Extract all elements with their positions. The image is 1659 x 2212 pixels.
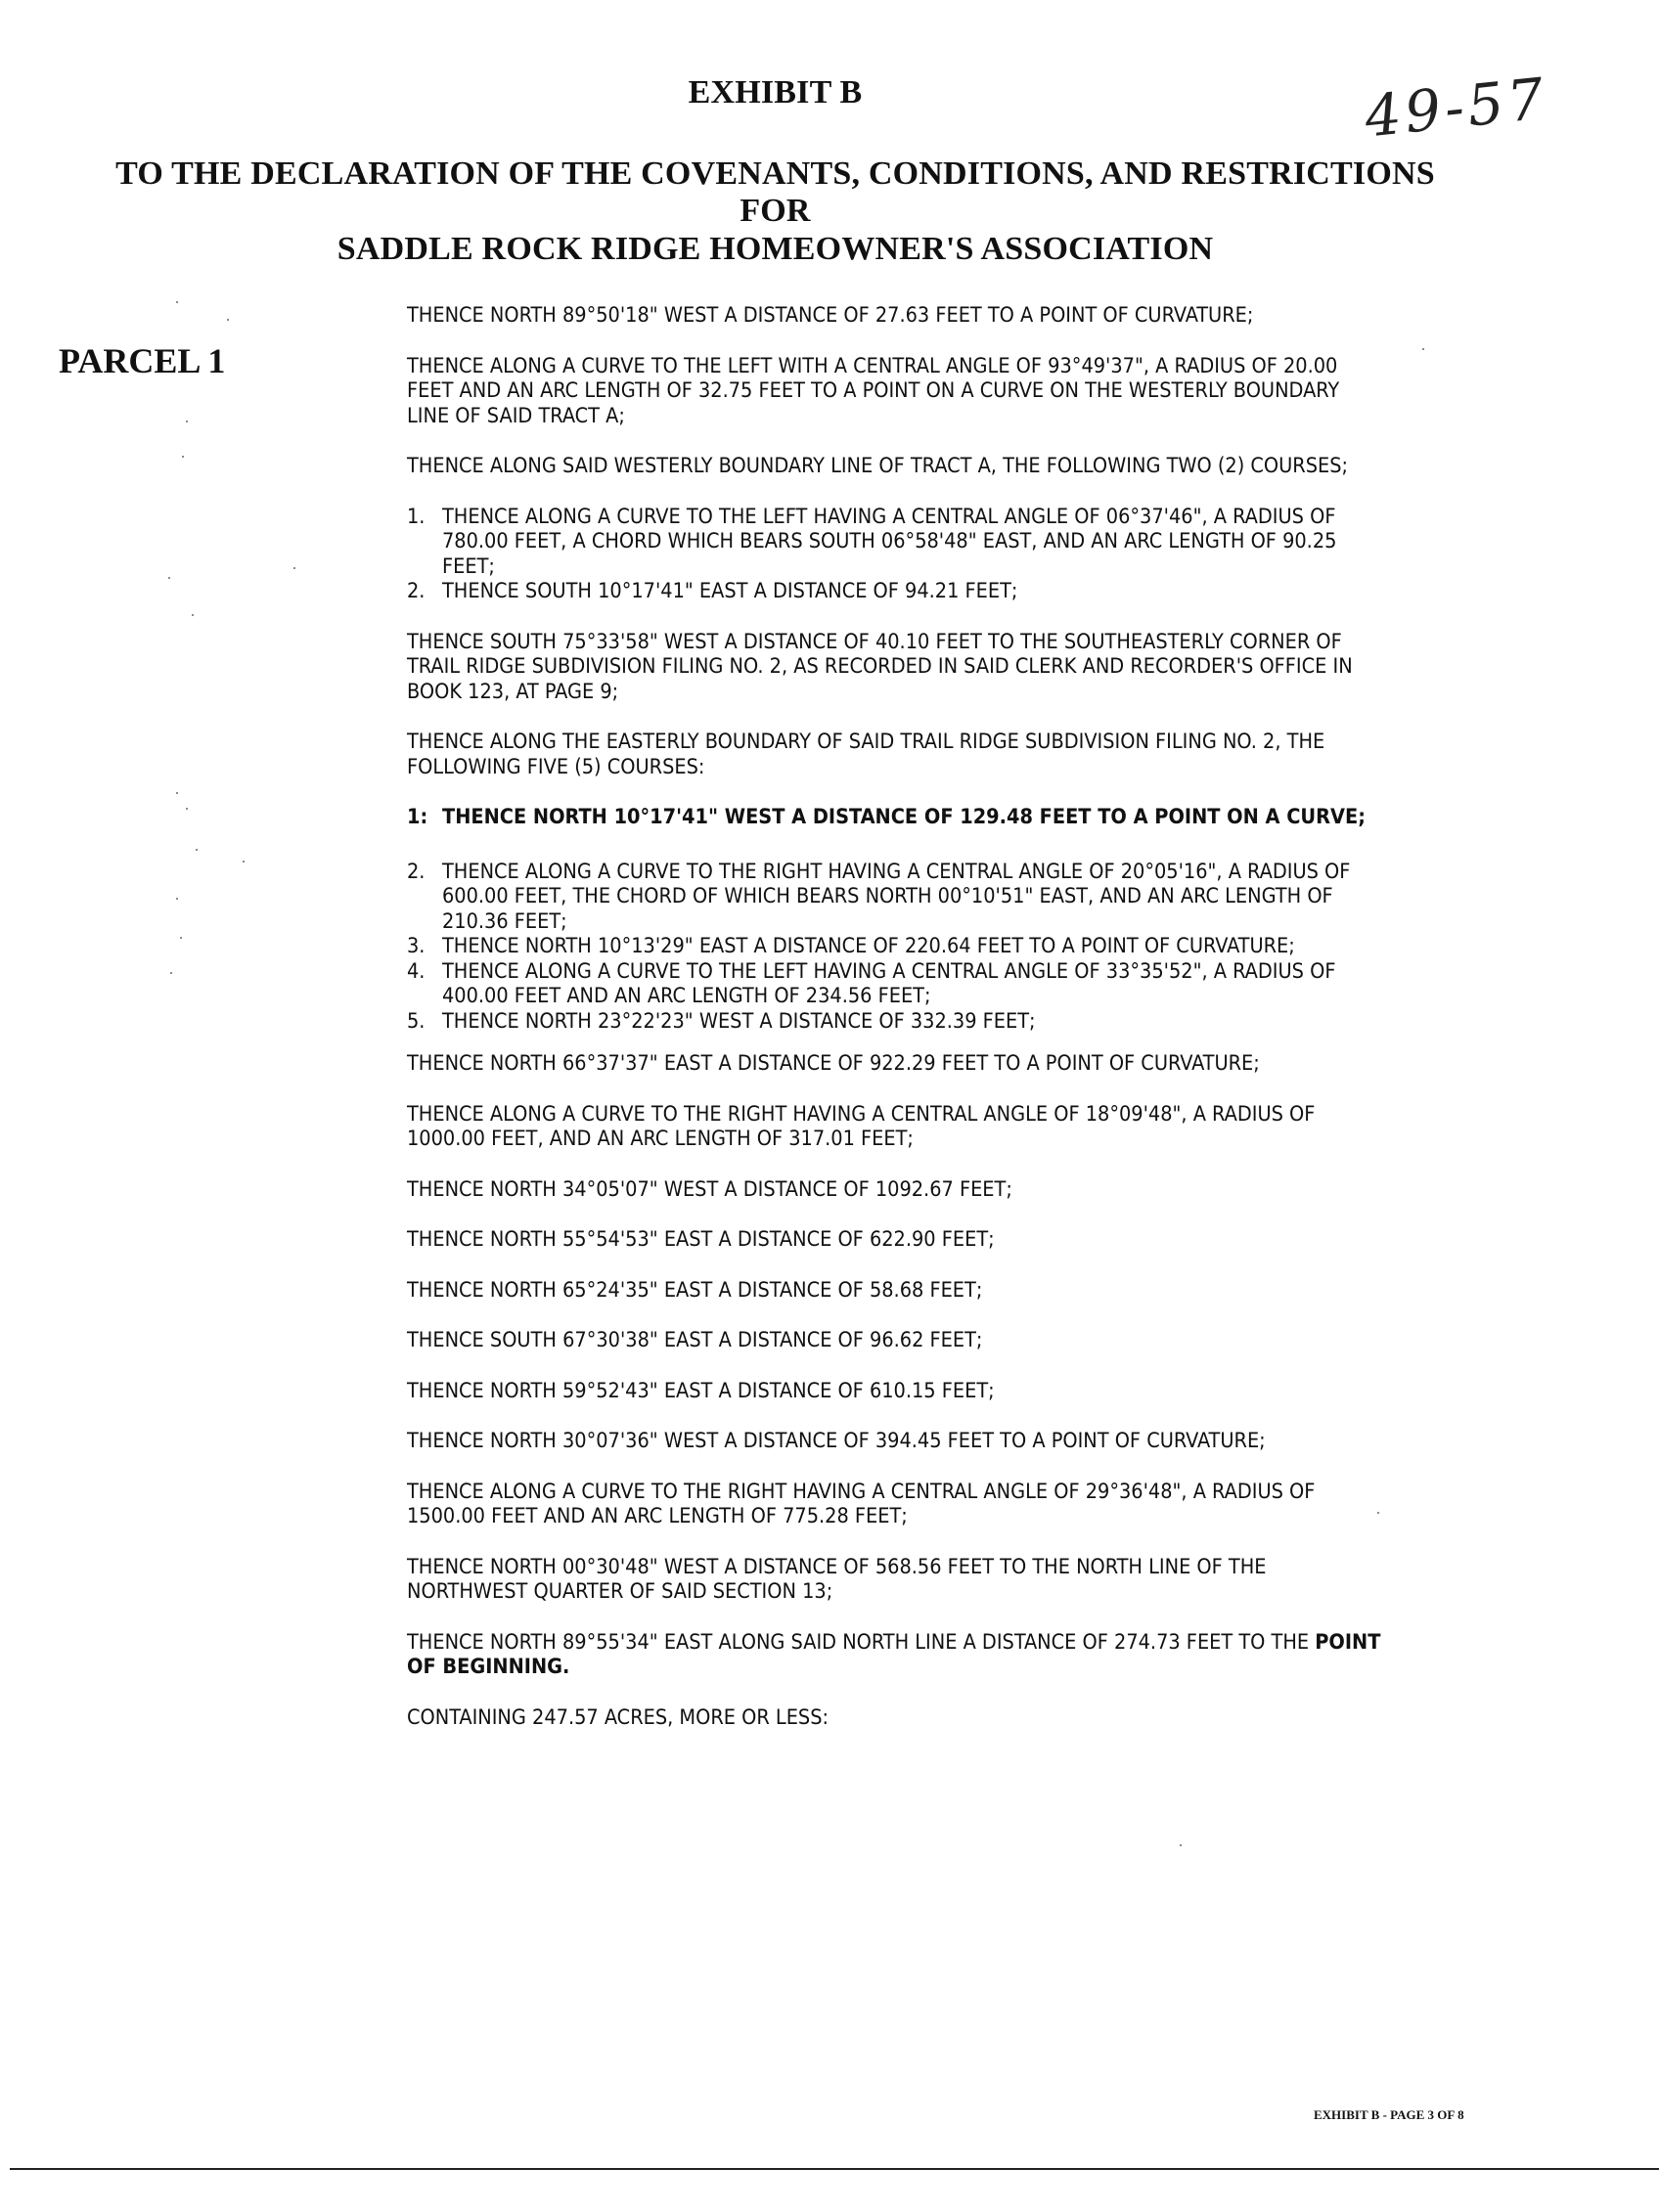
list-number: 4. [407, 958, 426, 984]
list-number: 5. [407, 1008, 426, 1034]
scan-speck [168, 577, 170, 579]
list-item [407, 860, 1385, 935]
list-text: THENCE NORTH 10°17'41" WEST A DISTANCE OF 129.48 FEET TO A POINT ON A CURVE; [442, 805, 1366, 829]
scan-speck [176, 792, 178, 794]
course-paragraph: THENCE NORTH 66°37'37" EAST A DISTANCE OF 922.29 FEET TO A POINT OF CURVATURE; [407, 1051, 1260, 1076]
scan-speck [196, 849, 198, 851]
page-bottom-rule [10, 2168, 1659, 2170]
course-paragraph: THENCE ALONG SAID WESTERLY BOUNDARY LINE OF TRACT A, THE FOLLOWING TWO (2) COURSES; [407, 454, 1349, 478]
course-paragraph: THENCE ALONG THE EASTERLY BOUNDARY OF SAID TRAIL RIDGE SUBDIVISION FILING NO. 2, THE FOLLOWING FIVE (5) COURSES: [407, 730, 1325, 779]
declaration-title-line2: FOR [740, 193, 811, 229]
list-text: THENCE ALONG A CURVE TO THE LEFT HAVING A CENTRAL ANGLE OF 06°37'46", A RADIUS OF 780.00 FEET, A CHORD WHICH BEARS SOUTH 06°58'48" EAST, AND AN ARC LENGTH OF 90.25 FEET; [442, 504, 1337, 579]
list-item [407, 959, 1385, 1009]
scan-speck [180, 937, 182, 939]
course-paragraph: THENCE ALONG A CURVE TO THE RIGHT HAVING A CENTRAL ANGLE OF 29°36'48", A RADIUS OF 1500.00 FEET AND AN ARC LENGTH OF 775.28 FEET; [407, 1479, 1316, 1528]
list-number: 1. [407, 504, 426, 529]
scan-speck [1180, 1844, 1182, 1846]
course-list-trail-ridge [407, 860, 1385, 1035]
list-item [407, 579, 1385, 604]
list-text: THENCE SOUTH 10°17'41" EAST A DISTANCE OF 94.21 FEET; [442, 579, 1018, 603]
page-footer: EXHIBIT B - PAGE 3 OF 8 [1314, 2107, 1464, 2122]
scan-speck [170, 972, 172, 974]
course-paragraph: THENCE SOUTH 67°30'38" EAST A DISTANCE OF 96.62 FEET; [407, 1328, 983, 1352]
scan-speck [176, 898, 178, 900]
course-paragraph: THENCE NORTH 89°50'18" WEST A DISTANCE OF 27.63 FEET TO A POINT OF CURVATURE; [407, 303, 1254, 328]
course-list-tract-a [407, 505, 1385, 604]
list-item [407, 1009, 1385, 1035]
point-of-beginning: POINT OF BEGINNING. [407, 1629, 1381, 1679]
scan-speck [176, 301, 178, 303]
list-text: THENCE NORTH 23°22'23" WEST A DISTANCE OF 332.39 FEET; [442, 1008, 1036, 1034]
scan-speck [243, 861, 245, 863]
list-text: THENCE ALONG A CURVE TO THE LEFT HAVING A CENTRAL ANGLE OF 33°35'52", A RADIUS OF 400.00 FEET AND AN ARC LENGTH OF 234.56 FEET; [442, 958, 1336, 1008]
course-paragraph: THENCE NORTH 34°05'07" WEST A DISTANCE OF 1092.67 FEET; [407, 1176, 1012, 1202]
declaration-title-line3: SADDLE ROCK RIDGE HOMEOWNER'S ASSOCIATION [336, 231, 1214, 267]
scan-speck [186, 808, 188, 810]
course-paragraph: THENCE ALONG A CURVE TO THE RIGHT HAVING A CENTRAL ANGLE OF 18°09'48", A RADIUS OF 1000.00 FEET, AND AN ARC LENGTH OF 317.01 FEET; [407, 1101, 1316, 1151]
parcel-label: PARCEL 1 [59, 341, 226, 380]
scan-speck [182, 456, 184, 458]
legal-description [407, 303, 1385, 1755]
course-paragraph: THENCE NORTH 00°30'48" WEST A DISTANCE OF 568.56 FEET TO THE NORTH LINE OF THE NORTHWEST QUARTER OF SAID SECTION 13; [407, 1554, 1267, 1604]
scan-speck [192, 614, 194, 616]
list-number: 1: [407, 805, 428, 829]
list-item [407, 505, 1385, 580]
declaration-title-line1: TO THE DECLARATION OF THE COVENANTS, CONDITIONS, AND RESTRICTIONS [115, 155, 1435, 192]
course-paragraph: THENCE ALONG A CURVE TO THE LEFT WITH A CENTRAL ANGLE OF 93°49'37", A RADIUS OF 20.00 FEET AND AN ARC LENGTH OF 32.75 FEET TO A POINT ON A CURVE ON THE WESTERLY BOUNDARY LINE OF SAID TRACT A; [407, 353, 1340, 428]
list-text: THENCE ALONG A CURVE TO THE RIGHT HAVING A CENTRAL ANGLE OF 20°05'16", A RADIUS OF 600.00 FEET, THE CHORD OF WHICH BEARS NORTH 00°10'51" EAST, AND AN ARC LENGTH OF 210.36 FEET; [442, 859, 1351, 934]
exhibit-title: EXHIBIT B [688, 74, 863, 111]
list-number: 2. [407, 859, 426, 884]
scan-speck [1422, 348, 1424, 350]
acreage-statement: CONTAINING 247.57 ACRES, MORE OR LESS: [407, 1704, 830, 1730]
list-text: THENCE NORTH 10°13'29" EAST A DISTANCE OF 220.64 FEET TO A POINT OF CURVATURE; [442, 934, 1295, 958]
handwritten-page-number: 49-57 [1361, 65, 1551, 151]
list-item [407, 934, 1385, 959]
course-paragraph: THENCE NORTH 59°52'43" EAST A DISTANCE OF 610.15 FEET; [407, 1378, 995, 1403]
list-item [407, 805, 1385, 830]
course-text: THENCE NORTH 89°55'34" EAST ALONG SAID NORTH LINE A DISTANCE OF 274.73 FEET TO THE [407, 1629, 1310, 1655]
course-paragraph: THENCE NORTH 65°24'35" EAST A DISTANCE OF 58.68 FEET; [407, 1277, 983, 1303]
course-paragraph: THENCE SOUTH 75°33'58" WEST A DISTANCE OF 40.10 FEET TO THE SOUTHEASTERLY CORNER OF TRAIL RIDGE SUBDIVISION FILING NO. 2, AS RECORDED IN SAID CLERK AND RECORDER'S OFFICE IN BOOK 123, AT PAGE 9; [407, 629, 1353, 704]
scan-speck [186, 420, 188, 422]
course-paragraph: THENCE NORTH 30°07'36" WEST A DISTANCE OF 394.45 FEET TO A POINT OF CURVATURE; [407, 1429, 1266, 1453]
scan-speck [1377, 1512, 1379, 1514]
list-number: 3. [407, 934, 426, 958]
list-number: 2. [407, 579, 426, 603]
course-paragraph: THENCE NORTH 55°54'53" EAST A DISTANCE OF 622.90 FEET; [407, 1227, 995, 1252]
scan-speck [293, 567, 295, 569]
course-paragraph [407, 1630, 1385, 1680]
scan-speck [227, 319, 229, 321]
course-list-trail-ridge-first [407, 805, 1385, 830]
